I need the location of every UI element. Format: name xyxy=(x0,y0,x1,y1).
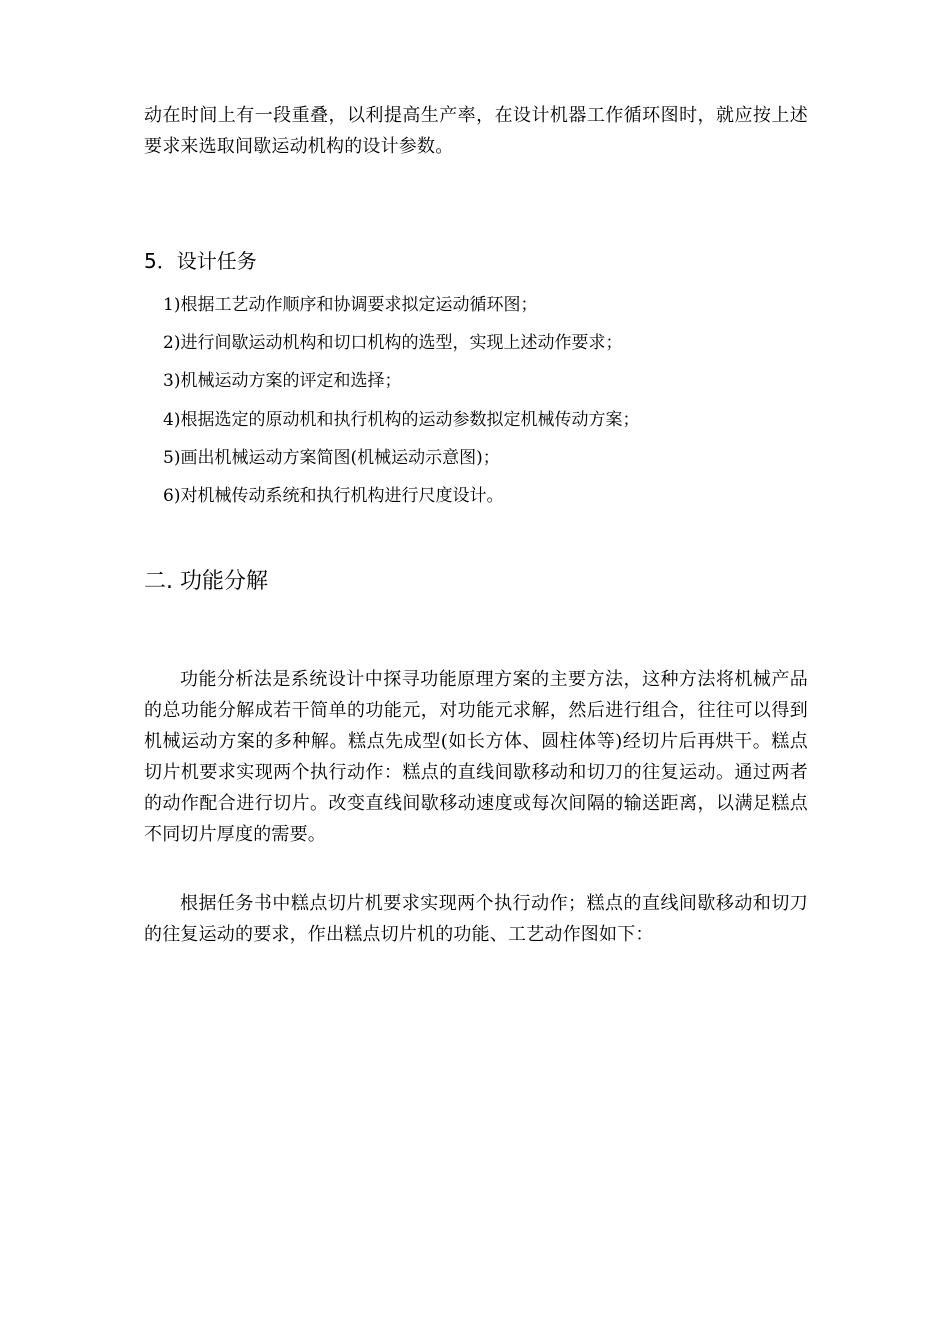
section-2-heading: 二. 功能分解 xyxy=(144,569,268,594)
section-5-heading: 5．设计任务 xyxy=(144,249,257,273)
list-item: 2)进行间歇运动机构和切口机构的选型，实现上述动作要求； xyxy=(163,333,623,354)
list-item: 5)画出机械运动方案简图(机械运动示意图)； xyxy=(163,447,500,468)
function-diagram-intro-paragraph: 根据任务书中糕点切片机要求实现两个执行动作；糕点的直线间歇移动和切刀的往复运动的要求，作出糕点切片机的功能、工艺动作图如下： xyxy=(144,893,808,945)
list-item: 3)机械运动方案的评定和选择； xyxy=(163,371,402,392)
function-analysis-paragraph: 功能分析法是系统设计中探寻功能原理方案的主要方法，这种方法将机械产品的总功能分解成若干简单的功能元，对功能元求解，然后进行组合，往往可以得到机械运动方案的多种解。糕点先成型(如长方体、圆柱体等)经切片后再烘干。糕点切片机要求实现两个执行动作：糕点的直线间歇移动和切刀的往复运动。通过两者的动作配合进行切片。改变直线间歇移动速度或每次间隔的输送距离，以满足糕点不同切片厚度的需要。 xyxy=(144,669,808,845)
list-item: 6)对机械传动系统和执行机构进行尺度设计。 xyxy=(163,485,504,506)
list-item: 4)根据选定的原动机和执行机构的运动参数拟定机械传动方案； xyxy=(163,409,640,430)
task-list xyxy=(163,290,639,519)
list-item: 1)根据工艺动作顺序和协调要求拟定运动循环图； xyxy=(163,295,538,315)
intro-paragraph: 动在时间上有一段重叠，以利提高生产率，在设计机器工作循环图时，就应按上述要求来选取间歇运动机构的设计参数。 xyxy=(144,105,808,157)
